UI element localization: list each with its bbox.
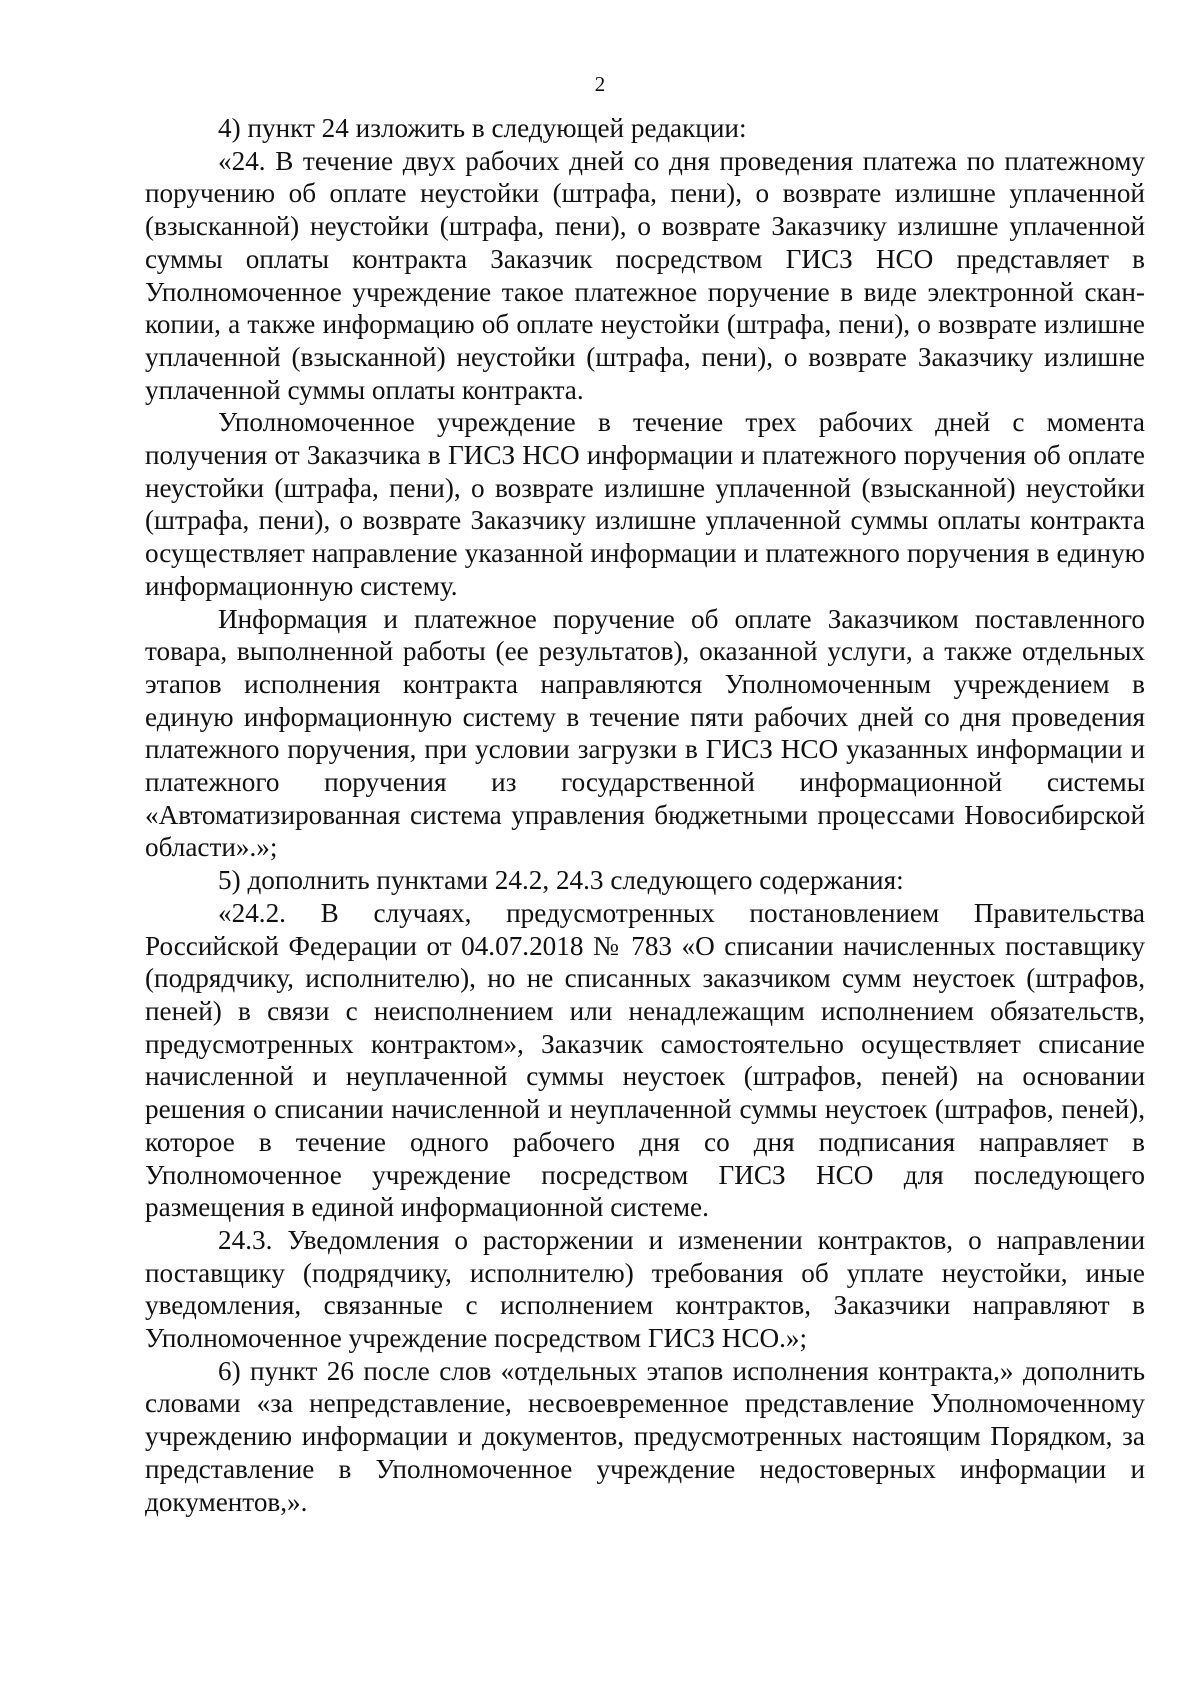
page-number: 2 (594, 72, 606, 96)
paragraph-clause-24-3: 24.3. Уведомления о расторжении и изменении контрактов, о направлении поставщику (подрядчику, исполнителю) требования об уплате неустойки, иные уведомления, связанные с исполнением контрактов, Заказчики направляют в Уполномоченное учреждение посредством ГИСЗ НСО.»; (145, 1224, 1145, 1354)
paragraph-item-6: 6) пункт 26 после слов «отдельных этапов исполнения контракта,» дополнить словами «за непредставление, несвоевременное представление Уполномоченному учреждению информации и документов, предусмотренных настоящим Порядком, за представление в Уполномоченное учреждение недостоверных информации и документов,». (145, 1355, 1145, 1517)
document-body (145, 112, 1145, 1518)
paragraph-clause-24-payment-information: Информация и платежное поручение об оплате Заказчиком поставленного товара, выполненной работы (ее результатов), оказанной услуги, а также отдельных этапов исполнения контракта направляются Уполномоченным учреждением в единую информационную систему в течение пяти рабочих дней со дня проведения платежного поручения, при условии загрузки в ГИСЗ НСО указанных информации и платежного поручения из государственной информационной системы «Автоматизированная система управления бюджетными процессами Новосибирской области».»; (145, 603, 1145, 863)
paragraph-clause-24-authorized-institution: Уполномоченное учреждение в течение трех рабочих дней с момента получения от Заказчика в ГИСЗ НСО информации и платежного поручения об оплате неустойки (штрафа, пени), о возврате излишне уплаченной (взысканной) неустойки (штрафа, пени), о возврате Заказчику излишне уплаченной суммы оплаты контракта осуществляет направление указанной информации и платежного поручения в единую информационную систему. (145, 407, 1145, 601)
paragraph-clause-24-2: «24.2. В случаях, предусмотренных постановлением Правительства Российской Федерации от 04.07.2018 № 783 «О списании начисленных поставщику (подрядчику, исполнителю), но не списанных заказчиком сумм неустоек (штрафов, пеней) в связи с неисполнением или ненадлежащим исполнением обязательств, предусмотренных контрактом», Заказчик самостоятельно осуществляет списание начисленной и неуплаченной суммы неустоек (штрафов, пеней) на основании решения о списании начисленной и неуплаченной суммы неустоек (штрафов, пеней), которое в течение одного рабочего дня со дня подписания направляет в Уполномоченное учреждение посредством ГИСЗ НСО для последующего размещения в единой информационной системе. (145, 897, 1145, 1223)
paragraph-item-5-intro: 5) дополнить пунктами 24.2, 24.3 следующего содержания: (218, 865, 904, 896)
paragraph-clause-24: «24. В течение двух рабочих дней со дня проведения платежа по платежному поручению об оплате неустойки (штрафа, пени), о возврате излишне уплаченной (взысканной) неустойки (штрафа, пени), о возврате Заказчику излишне уплаченной суммы оплаты контракта Заказчик посредством ГИСЗ НСО представляет в Уполномоченное учреждение такое платежное поручение в виде электронной скан-копии, а также информацию об оплате неустойки (штрафа, пени), о возврате излишне уплаченной (взысканной) неустойки (штрафа, пени), о возврате Заказчику излишне уплаченной суммы оплаты контракта. (145, 145, 1145, 405)
paragraph-item-4-intro: 4) пункт 24 изложить в следующей редакции: (218, 113, 747, 143)
